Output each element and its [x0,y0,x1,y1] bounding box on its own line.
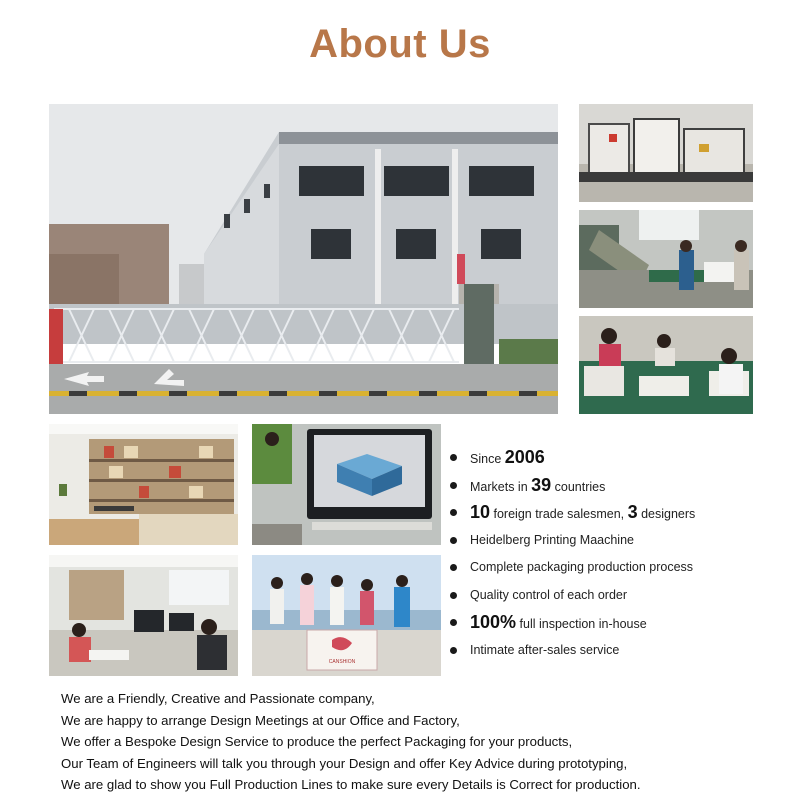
list-item: 100% full inspection in-house [450,609,790,637]
team-outing-photo [252,555,441,676]
bullet-icon [450,592,457,599]
production-line-workers-photo [579,210,753,308]
description-line: We offer a Bespoke Design Service to produce the perfect Packaging for your products, [61,734,573,750]
bullet-icon [450,537,457,544]
quality-control-workers-photo [579,316,753,414]
bullet-icon [450,564,457,571]
bullet-icon [450,454,457,461]
factory-building-photo [49,104,558,414]
sample-showroom-photo [49,424,238,545]
description-line: We are glad to show you Full Production Lines to make sure every Details is Correct for production. [61,777,641,793]
list-item: Heidelberg Printing Maachine [450,527,790,555]
3d-box-design-monitor-photo [252,424,441,545]
list-item: Intimate after-sales service [450,637,790,665]
bullet-icon [450,482,457,489]
bullet-icon [450,509,457,516]
banner-text: CANSHION [328,659,356,665]
description-line: We are a Friendly, Creative and Passionate company, [61,691,375,706]
list-item: 10 foreign trade salesmen, 3 designers [450,499,790,527]
list-item: Quality control of each order [450,582,790,610]
office-team-photo [49,555,238,676]
bullet-icon [450,647,457,654]
list-item: Since 2006 [450,444,790,472]
folder-gluer-machine-photo [579,104,753,202]
page-title: About Us [309,22,491,66]
list-item: Markets in 39 countries [450,472,790,500]
company-description [61,688,781,796]
company-facts-list [450,444,790,664]
description-line: Our Team of Engineers will talk you through your Design and offer Key Advice during prototyping, [61,755,628,771]
bullet-icon [450,619,457,626]
list-item: Complete packaging production process [450,554,790,582]
description-line: We are happy to arrange Design Meetings at our Office and Factory, [61,712,460,728]
